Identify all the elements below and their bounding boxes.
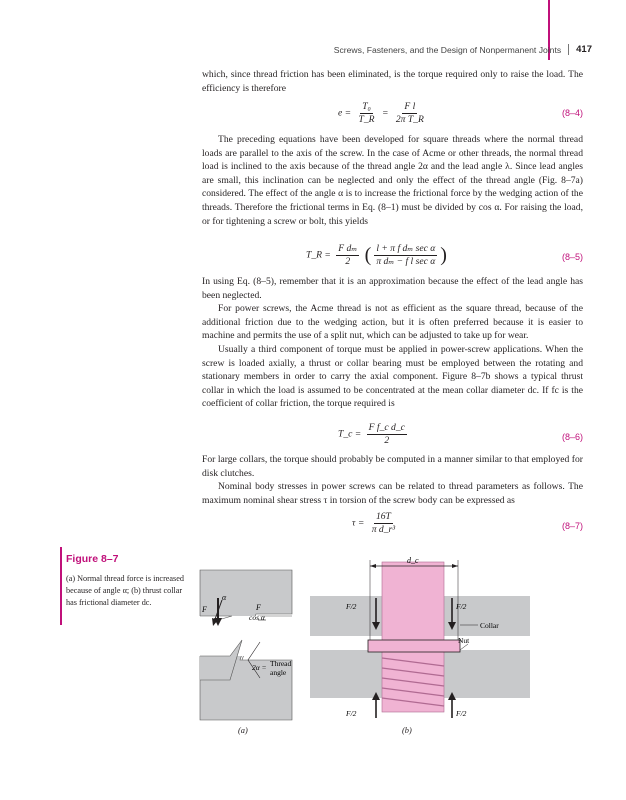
eq5-paren-left: ( <box>364 244 372 266</box>
eq6-lhs: T_c = <box>338 428 362 440</box>
label-collar: Collar <box>480 621 499 630</box>
label-angle: angle <box>270 668 287 677</box>
eq4-frac1-num: T₀ <box>362 101 371 112</box>
equation-8-4 <box>202 98 583 128</box>
figure-panel-a <box>196 560 296 730</box>
page-number: 417 <box>576 44 592 55</box>
equation-8-5-body <box>306 243 447 268</box>
eq4-frac1-den: T_R <box>358 114 375 125</box>
paragraph-1 <box>202 68 583 95</box>
eq6-frac1-num: F f_c d_c <box>368 422 405 433</box>
panel-b-label: (b) <box>402 726 412 735</box>
eq6-number: (8–6) <box>561 432 583 442</box>
eq4-lhs: e = <box>338 107 352 119</box>
label-dc: d_c <box>407 556 419 565</box>
paragraph-3-text: In using Eq. (8–5), remember that it is an approximation because the effect of the lead angle has been neglected. <box>202 276 583 301</box>
equation-8-7-body <box>352 511 400 536</box>
label-two-alpha: 2α = <box>252 663 267 672</box>
equation-8-6 <box>202 422 583 452</box>
figure-title: Figure 8–7 <box>66 553 119 565</box>
running-header <box>334 44 592 55</box>
header-divider <box>568 44 569 55</box>
label-F2-bottom-left: F/2 <box>346 709 357 718</box>
label-F2-bottom-right: F/2 <box>456 709 467 718</box>
equation-8-6-body <box>338 422 410 447</box>
eq5-frac2 <box>374 243 437 268</box>
paragraph-3 <box>202 275 583 411</box>
eq7-frac1 <box>370 511 397 536</box>
eq4-frac2 <box>394 101 426 126</box>
figure-panel-b <box>310 554 530 726</box>
paragraph-4-text: For power screws, the Acme thread is not as efficient as the square thread, because of the additional friction due to the wedging action, but it is often preferred because it is easier to machine and permits the use of a split nut, which can be adjusted to take up for wear. <box>202 303 583 342</box>
eq4-frac2-num: F l <box>404 101 416 112</box>
figure-rule <box>60 547 62 625</box>
eq6-frac1-den: 2 <box>384 435 390 446</box>
eq5-lhs: T_R = <box>306 249 331 261</box>
paragraph-2-text: The preceding equations have been developed for square threads where the normal thread loads are parallel to the axis of the screw. In the case of Acme or other threads, the normal thread load is inclined to the axis because of the thread angle 2α and the lead angle λ. Since lead angles are small, this inclination can be neglected and only the effect of the thread angle (Fig. 8–7a) considered. The effect of the angle α is to increase the frictional force by the wedging action of the threads. Therefore the frictional terms in Eq. (8–1) must be divided by cos α. For raising the load, or for tightening a screw or bolt, this yields <box>202 134 583 227</box>
figure-caption: (a) Normal thread force is increased because of angle α; (b) thrust collar has frictional diameter dc. <box>66 574 184 607</box>
eq5-frac1-den: 2 <box>345 256 351 267</box>
thread-gap <box>196 616 260 656</box>
eq5-frac1 <box>336 243 359 268</box>
collar <box>368 640 460 652</box>
paragraph-7-text: Nominal body stresses in power screws can be related to thread parameters as follows. The maximum nominal shear stress τ in torsion of the screw body can be expressed as <box>202 481 583 506</box>
label-alpha: α <box>222 593 227 602</box>
label-F-num: F <box>256 603 261 612</box>
eq5-frac1-num: F dₘ <box>338 243 358 254</box>
equation-8-4-body <box>338 101 429 126</box>
panel-a-label: (a) <box>238 726 248 735</box>
label-nut: Nut <box>458 636 470 645</box>
paragraph-6 <box>202 453 583 507</box>
eq6-frac1 <box>367 422 407 447</box>
eq4-number: (8–4) <box>561 108 583 118</box>
label-F-left: F <box>202 605 207 614</box>
running-title: Screws, Fasteners, and the Design of Nonpermanent Joints <box>333 44 562 55</box>
paragraph-5-text: Usually a third component of torque must be applied in power-screw applications. When the screw is loaded axially, a thrust or collar bearing must be employed between the rotating and stationary members in order to carry the axial component. Figure 8–7b shows a typical thrust collar in which the load is assumed to be concentrated at the mean collar diameter dc. If fc is the coefficient of collar friction, the torque required is <box>202 343 583 410</box>
eq7-lhs: τ = <box>352 517 365 529</box>
label-F2-top-left: F/2 <box>346 602 357 611</box>
eq4-frac1 <box>357 101 377 126</box>
eq7-frac1-num: 16T <box>375 511 391 522</box>
label-F2-top-right: F/2 <box>456 602 467 611</box>
label-thread: Thread <box>270 659 292 668</box>
paragraph-6-text: For large collars, the torque should probably be computed in a manner similar to that employed for disk clutches. <box>202 454 583 479</box>
eq7-frac1-den: π d_r³ <box>371 524 396 535</box>
dc-arrow-left <box>370 564 376 568</box>
eq7-number: (8–7) <box>561 521 583 531</box>
equation-8-5 <box>202 242 583 272</box>
paragraph-1-text: which, since thread friction has been eliminated, is the torque required only to raise the load. The efficiency is therefore <box>202 69 583 94</box>
eq5-number: (8–5) <box>561 252 583 262</box>
eq4-equals: = <box>381 107 389 119</box>
eq5-frac2-num: l + π f dₘ sec α <box>376 243 436 254</box>
paragraph-2 <box>202 133 583 228</box>
eq5-frac2-den: π dₘ − f l sec α <box>376 256 436 267</box>
equation-8-7 <box>202 511 583 541</box>
eq5-paren-right: ) <box>440 244 447 266</box>
dc-arrow-right <box>452 564 458 568</box>
eq4-frac2-den: 2π T_R <box>395 114 424 125</box>
label-F-den: cos α <box>249 613 265 622</box>
